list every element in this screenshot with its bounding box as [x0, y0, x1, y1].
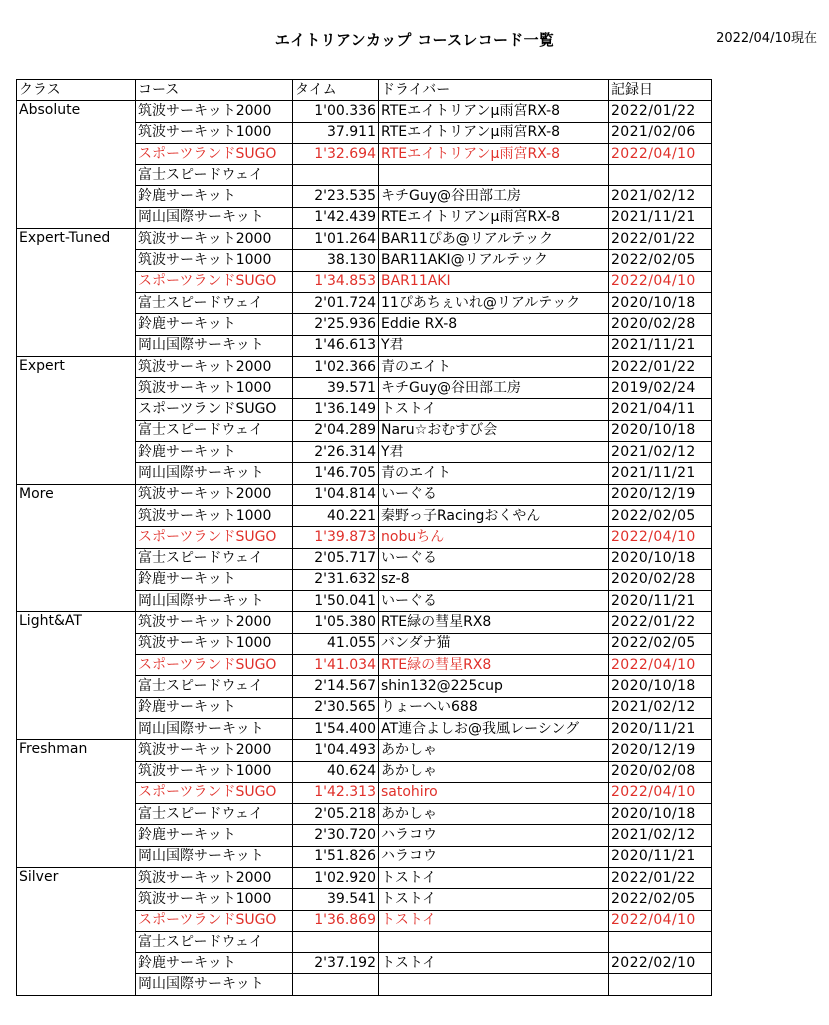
table-row: [17, 846, 712, 867]
date-cell: 2020/10/18: [609, 420, 712, 441]
table-row: [17, 825, 712, 846]
time-cell: 1'54.400: [293, 718, 379, 739]
course-record-table: [16, 79, 712, 996]
date-cell: 2022/04/10: [609, 910, 712, 931]
course-cell: 筑波サーキット2000: [136, 101, 293, 122]
time-cell: 2'01.724: [293, 292, 379, 313]
time-cell: 1'34.853: [293, 271, 379, 292]
time-cell: 1'46.705: [293, 463, 379, 484]
time-cell: 2'05.218: [293, 804, 379, 825]
course-cell: 鈴鹿サーキット: [136, 569, 293, 590]
date-cell: 2022/01/22: [609, 867, 712, 888]
table-row: [17, 697, 712, 718]
driver-cell: トストイ: [379, 399, 609, 420]
table-row: [17, 314, 712, 335]
course-cell: スポーツランドSUGO: [136, 271, 293, 292]
time-cell: 1'39.873: [293, 527, 379, 548]
driver-cell: satohiro: [379, 782, 609, 803]
driver-cell: りょーへい688: [379, 697, 609, 718]
page-title: エイトリアンカップ コースレコード一覧: [274, 31, 555, 49]
driver-cell: RTEエイトリアンμ雨宮RX-8: [379, 122, 609, 143]
driver-cell: 11ぴあちぇいれ@リアルテック: [379, 292, 609, 313]
time-cell: 1'32.694: [293, 143, 379, 164]
driver-cell: BAR11ぴあ@リアルテック: [379, 229, 609, 250]
driver-cell: nobuちん: [379, 527, 609, 548]
driver-cell: shin132@225cup: [379, 676, 609, 697]
time-cell: [293, 974, 379, 995]
class-cell: [17, 505, 136, 526]
date-cell: 2020/10/18: [609, 804, 712, 825]
course-cell: 鈴鹿サーキット: [136, 953, 293, 974]
date-cell: 2022/02/05: [609, 889, 712, 910]
table-row: [17, 463, 712, 484]
header-time: タイム: [293, 80, 379, 101]
class-cell: [17, 931, 136, 952]
date-cell: 2022/02/05: [609, 633, 712, 654]
time-cell: 2'30.565: [293, 697, 379, 718]
table-row: [17, 655, 712, 676]
class-cell: Expert-Tuned: [17, 229, 136, 250]
time-cell: 37.911: [293, 122, 379, 143]
class-cell: [17, 825, 136, 846]
class-cell: [17, 420, 136, 441]
date-cell: 2021/11/21: [609, 335, 712, 356]
driver-cell: RTE緑の彗星RX8: [379, 612, 609, 633]
course-cell: 筑波サーキット1000: [136, 378, 293, 399]
driver-cell: いーぐる: [379, 484, 609, 505]
driver-cell: Y君: [379, 442, 609, 463]
class-cell: [17, 292, 136, 313]
class-cell: [17, 527, 136, 548]
table-row: [17, 782, 712, 803]
course-cell: スポーツランドSUGO: [136, 527, 293, 548]
header-driver: ドライバー: [379, 80, 609, 101]
course-cell: スポーツランドSUGO: [136, 655, 293, 676]
table-row: [17, 143, 712, 164]
as-of-date: 2022/04/10現在: [716, 31, 817, 46]
table-row: [17, 612, 712, 633]
date-cell: 2021/02/12: [609, 186, 712, 207]
time-cell: 1'02.366: [293, 356, 379, 377]
table-row: [17, 229, 712, 250]
table-row: [17, 420, 712, 441]
time-cell: 2'05.717: [293, 548, 379, 569]
course-cell: 岡山国際サーキット: [136, 207, 293, 228]
table-row: [17, 207, 712, 228]
table-row: [17, 399, 712, 420]
time-cell: 2'25.936: [293, 314, 379, 335]
table-row: [17, 953, 712, 974]
table-row: [17, 122, 712, 143]
table-row: [17, 165, 712, 186]
class-cell: [17, 207, 136, 228]
class-cell: [17, 378, 136, 399]
course-cell: 筑波サーキット1000: [136, 122, 293, 143]
driver-cell: 青のエイト: [379, 463, 609, 484]
class-cell: [17, 165, 136, 186]
time-cell: [293, 931, 379, 952]
table-row: [17, 974, 712, 995]
class-cell: [17, 250, 136, 271]
course-cell: 岡山国際サーキット: [136, 591, 293, 612]
driver-cell: キチGuy@谷田部工房: [379, 378, 609, 399]
class-cell: [17, 804, 136, 825]
class-cell: [17, 655, 136, 676]
driver-cell: バンダナ猫: [379, 633, 609, 654]
driver-cell: トストイ: [379, 867, 609, 888]
class-cell: [17, 591, 136, 612]
driver-cell: RTEエイトリアンμ雨宮RX-8: [379, 143, 609, 164]
class-cell: [17, 186, 136, 207]
table-row: [17, 527, 712, 548]
table-row: [17, 292, 712, 313]
date-cell: 2022/04/10: [609, 527, 712, 548]
date-cell: 2021/11/21: [609, 207, 712, 228]
time-cell: 2'23.535: [293, 186, 379, 207]
table-row: [17, 633, 712, 654]
driver-cell: BAR11AKI: [379, 271, 609, 292]
time-cell: 1'46.613: [293, 335, 379, 356]
date-cell: 2020/11/21: [609, 846, 712, 867]
time-cell: 38.130: [293, 250, 379, 271]
driver-cell: [379, 931, 609, 952]
class-cell: [17, 889, 136, 910]
course-cell: 鈴鹿サーキット: [136, 442, 293, 463]
course-cell: スポーツランドSUGO: [136, 143, 293, 164]
driver-cell: Eddie RX-8: [379, 314, 609, 335]
course-cell: 富士スピードウェイ: [136, 420, 293, 441]
table-header-row: [17, 80, 712, 101]
course-cell: 筑波サーキット1000: [136, 889, 293, 910]
course-cell: スポーツランドSUGO: [136, 399, 293, 420]
course-cell: 鈴鹿サーキット: [136, 186, 293, 207]
table-row: [17, 186, 712, 207]
date-cell: 2022/01/22: [609, 229, 712, 250]
time-cell: 40.221: [293, 505, 379, 526]
date-cell: 2021/02/12: [609, 825, 712, 846]
course-cell: 筑波サーキット1000: [136, 250, 293, 271]
table-row: [17, 101, 712, 122]
time-cell: [293, 165, 379, 186]
table-row: [17, 676, 712, 697]
table-row: [17, 484, 712, 505]
class-cell: [17, 335, 136, 356]
course-cell: 筑波サーキット2000: [136, 612, 293, 633]
time-cell: 1'36.149: [293, 399, 379, 420]
table-row: [17, 718, 712, 739]
table-row: [17, 804, 712, 825]
course-cell: 富士スピードウェイ: [136, 165, 293, 186]
time-cell: 40.624: [293, 761, 379, 782]
table-row: [17, 569, 712, 590]
time-cell: 1'51.826: [293, 846, 379, 867]
driver-cell: 青のエイト: [379, 356, 609, 377]
table-row: [17, 271, 712, 292]
table-row: [17, 889, 712, 910]
date-cell: 2021/02/12: [609, 697, 712, 718]
driver-cell: トストイ: [379, 910, 609, 931]
driver-cell: RTE緑の彗星RX8: [379, 655, 609, 676]
course-cell: 鈴鹿サーキット: [136, 825, 293, 846]
table-row: [17, 931, 712, 952]
course-cell: 筑波サーキット1000: [136, 505, 293, 526]
time-cell: 1'01.264: [293, 229, 379, 250]
table-row: [17, 761, 712, 782]
driver-cell: いーぐる: [379, 591, 609, 612]
class-cell: Light&AT: [17, 612, 136, 633]
driver-cell: トストイ: [379, 889, 609, 910]
class-cell: More: [17, 484, 136, 505]
time-cell: 2'14.567: [293, 676, 379, 697]
time-cell: 1'02.920: [293, 867, 379, 888]
date-cell: 2020/11/21: [609, 718, 712, 739]
course-cell: 富士スピードウェイ: [136, 804, 293, 825]
date-cell: 2021/02/12: [609, 442, 712, 463]
course-cell: 筑波サーキット2000: [136, 356, 293, 377]
class-cell: [17, 271, 136, 292]
table-row: [17, 250, 712, 271]
class-cell: [17, 697, 136, 718]
table-row: [17, 910, 712, 931]
driver-cell: Y君: [379, 335, 609, 356]
course-cell: 富士スピードウェイ: [136, 548, 293, 569]
header-class: クラス: [17, 80, 136, 101]
course-cell: 岡山国際サーキット: [136, 846, 293, 867]
driver-cell: ハラコウ: [379, 846, 609, 867]
time-cell: 2'26.314: [293, 442, 379, 463]
date-cell: 2022/04/10: [609, 143, 712, 164]
course-cell: 富士スピードウェイ: [136, 676, 293, 697]
date-cell: 2022/01/22: [609, 612, 712, 633]
header-date: 記録日: [609, 80, 712, 101]
driver-cell: [379, 165, 609, 186]
date-cell: [609, 931, 712, 952]
driver-cell: BAR11AKI@リアルテック: [379, 250, 609, 271]
date-cell: 2022/02/05: [609, 250, 712, 271]
header-course: コース: [136, 80, 293, 101]
driver-cell: いーぐる: [379, 548, 609, 569]
course-cell: 筑波サーキット2000: [136, 867, 293, 888]
class-cell: [17, 633, 136, 654]
class-cell: [17, 846, 136, 867]
driver-cell: トストイ: [379, 953, 609, 974]
time-cell: 2'31.632: [293, 569, 379, 590]
table-row: [17, 591, 712, 612]
class-cell: Freshman: [17, 740, 136, 761]
class-cell: [17, 442, 136, 463]
table-row: [17, 505, 712, 526]
class-cell: [17, 974, 136, 995]
course-cell: 富士スピードウェイ: [136, 931, 293, 952]
driver-cell: あかしゃ: [379, 761, 609, 782]
time-cell: 2'30.720: [293, 825, 379, 846]
class-cell: [17, 953, 136, 974]
date-cell: 2020/02/28: [609, 569, 712, 590]
date-cell: 2022/04/10: [609, 655, 712, 676]
driver-cell: RTEエイトリアンμ雨宮RX-8: [379, 207, 609, 228]
driver-cell: あかしゃ: [379, 804, 609, 825]
class-cell: [17, 399, 136, 420]
course-cell: スポーツランドSUGO: [136, 782, 293, 803]
driver-cell: ハラコウ: [379, 825, 609, 846]
class-cell: Silver: [17, 867, 136, 888]
course-cell: 筑波サーキット1000: [136, 633, 293, 654]
table-row: [17, 740, 712, 761]
course-cell: 岡山国際サーキット: [136, 974, 293, 995]
course-cell: 岡山国際サーキット: [136, 335, 293, 356]
date-cell: 2022/02/05: [609, 505, 712, 526]
time-cell: 2'04.289: [293, 420, 379, 441]
table-row: [17, 548, 712, 569]
course-cell: 筑波サーキット2000: [136, 484, 293, 505]
table-row: [17, 378, 712, 399]
driver-cell: あかしゃ: [379, 740, 609, 761]
table-row: [17, 442, 712, 463]
time-cell: 1'42.313: [293, 782, 379, 803]
time-cell: 39.541: [293, 889, 379, 910]
date-cell: [609, 165, 712, 186]
time-cell: 1'50.041: [293, 591, 379, 612]
date-cell: 2020/10/18: [609, 676, 712, 697]
time-cell: 1'36.869: [293, 910, 379, 931]
driver-cell: キチGuy@谷田部工房: [379, 186, 609, 207]
time-cell: 2'37.192: [293, 953, 379, 974]
driver-cell: [379, 974, 609, 995]
table-row: [17, 335, 712, 356]
course-cell: 筑波サーキット2000: [136, 229, 293, 250]
date-cell: 2021/04/11: [609, 399, 712, 420]
course-cell: スポーツランドSUGO: [136, 910, 293, 931]
class-cell: Absolute: [17, 101, 136, 122]
date-cell: 2022/04/10: [609, 271, 712, 292]
class-cell: Expert: [17, 356, 136, 377]
time-cell: 41.055: [293, 633, 379, 654]
date-cell: 2020/10/18: [609, 548, 712, 569]
class-cell: [17, 718, 136, 739]
class-cell: [17, 676, 136, 697]
class-cell: [17, 782, 136, 803]
date-cell: [609, 974, 712, 995]
time-cell: 1'41.034: [293, 655, 379, 676]
date-cell: 2020/02/28: [609, 314, 712, 335]
course-cell: 岡山国際サーキット: [136, 718, 293, 739]
class-cell: [17, 314, 136, 335]
driver-cell: 秦野っ子Racingおくやん: [379, 505, 609, 526]
time-cell: 1'04.493: [293, 740, 379, 761]
course-cell: 富士スピードウェイ: [136, 292, 293, 313]
course-cell: 筑波サーキット1000: [136, 761, 293, 782]
time-cell: 39.571: [293, 378, 379, 399]
table-row: [17, 356, 712, 377]
date-cell: 2020/10/18: [609, 292, 712, 313]
date-cell: 2019/02/24: [609, 378, 712, 399]
driver-cell: AT連合よしお@我風レーシング: [379, 718, 609, 739]
date-cell: 2021/02/06: [609, 122, 712, 143]
class-cell: [17, 761, 136, 782]
time-cell: 1'00.336: [293, 101, 379, 122]
date-cell: 2022/04/10: [609, 782, 712, 803]
date-cell: 2022/01/22: [609, 356, 712, 377]
class-cell: [17, 569, 136, 590]
table-row: [17, 867, 712, 888]
class-cell: [17, 122, 136, 143]
class-cell: [17, 548, 136, 569]
class-cell: [17, 463, 136, 484]
date-cell: 2020/11/21: [609, 591, 712, 612]
course-cell: 岡山国際サーキット: [136, 463, 293, 484]
class-cell: [17, 910, 136, 931]
class-cell: [17, 143, 136, 164]
date-cell: 2022/01/22: [609, 101, 712, 122]
course-cell: 筑波サーキット2000: [136, 740, 293, 761]
time-cell: 1'04.814: [293, 484, 379, 505]
time-cell: 1'05.380: [293, 612, 379, 633]
date-cell: 2020/02/08: [609, 761, 712, 782]
date-cell: 2022/02/10: [609, 953, 712, 974]
driver-cell: RTEエイトリアンμ雨宮RX-8: [379, 101, 609, 122]
driver-cell: sz-8: [379, 569, 609, 590]
course-cell: 鈴鹿サーキット: [136, 314, 293, 335]
date-cell: 2021/11/21: [609, 463, 712, 484]
driver-cell: Naru☆おむすび会: [379, 420, 609, 441]
date-cell: 2020/12/19: [609, 484, 712, 505]
course-cell: 鈴鹿サーキット: [136, 697, 293, 718]
time-cell: 1'42.439: [293, 207, 379, 228]
date-cell: 2020/12/19: [609, 740, 712, 761]
